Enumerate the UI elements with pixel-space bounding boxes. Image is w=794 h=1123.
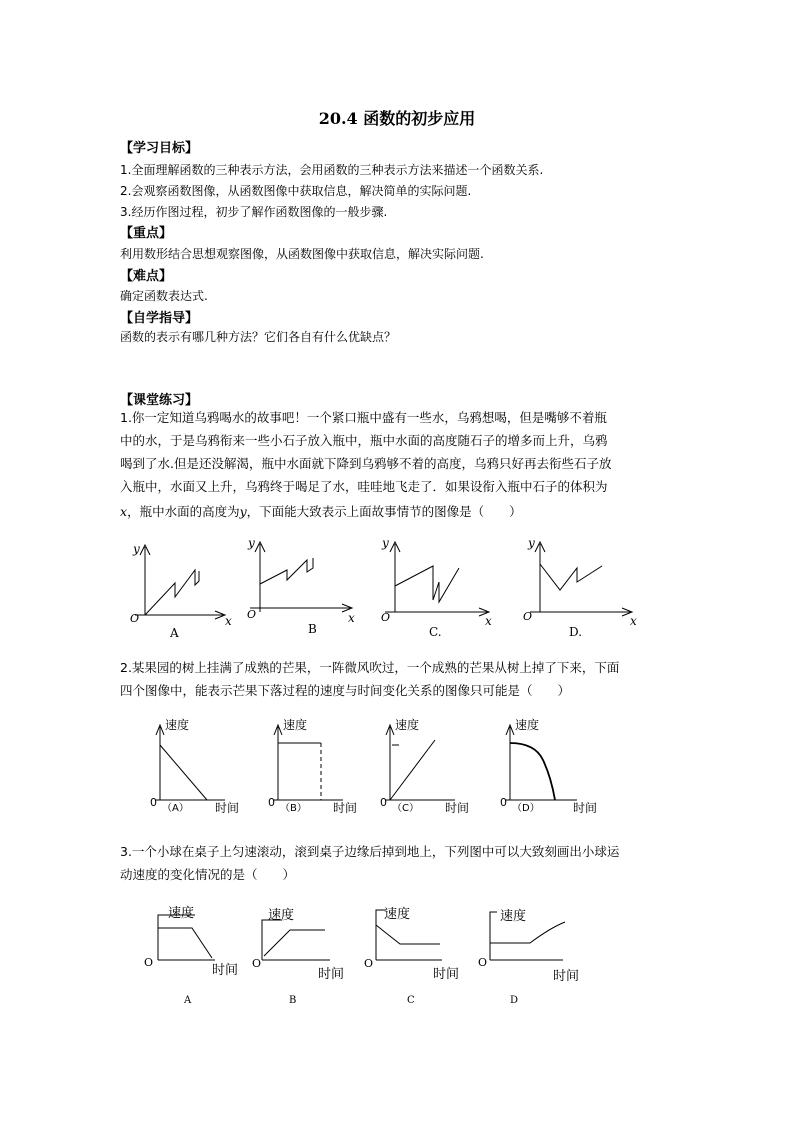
y-axis-label: 速度 [168, 906, 195, 921]
x-axis-label: 时间 [333, 801, 358, 815]
q1-graph-d [515, 532, 645, 644]
q2-graph-b [263, 715, 393, 815]
option-label: （D） [512, 803, 540, 814]
option-label: C [407, 995, 415, 1006]
y-axis [140, 545, 150, 615]
q3-graph-b [250, 900, 365, 1015]
axes-top [158, 915, 195, 960]
y-axis [386, 725, 394, 800]
option-label: B [308, 622, 317, 636]
x-axis-label: x [348, 611, 355, 625]
graph-curve [390, 740, 435, 800]
graph-curve [145, 570, 199, 615]
graph-curve [260, 558, 313, 584]
x-axis-label: x [630, 614, 637, 628]
q2-graph-d [495, 715, 625, 815]
option-label: B [289, 995, 297, 1006]
q2-line-2: 四个图像中，能表示芒果下落过程的速度与时间变化关系的图像只可能是（ ） [120, 683, 571, 698]
q1-line-1: 1.你一定知道乌鸦喝水的故事吧！一个紧口瓶中盛有一些水，乌鸦想喝，但是嘴够不着瓶 [120, 410, 607, 425]
y-axis-label: 速度 [384, 907, 411, 922]
option-label: A [170, 626, 179, 640]
y-axis-label: 速度 [165, 718, 190, 732]
option-label: D [510, 995, 519, 1006]
q2-graph-a [145, 715, 275, 815]
q3-line-2: 动速度的变化情况的是（ ） [120, 867, 296, 882]
q1-line-5-end: ，下面能大致表示上面故事情节的图像是（ ） [246, 504, 522, 519]
q3-graph-d [475, 900, 595, 1015]
y-axis-label: 速度 [395, 718, 420, 732]
graph-curve [158, 928, 212, 958]
q1-line-2: 中的水，于是乌鸦衔来一些小石子放入瓶中，瓶中水面的高度随石子的增多而上升，乌鸦 [120, 433, 608, 448]
axes-top [490, 912, 497, 960]
axes-top [262, 920, 282, 960]
q3-graph-a [140, 900, 255, 1015]
x-axis-label: x [225, 614, 232, 628]
key-text: 利用数形结合思想观察图像，从函数图像中获取信息，解决实际问题. [120, 247, 484, 261]
q1-graph-c [375, 532, 505, 644]
graph-curve [510, 743, 555, 800]
y-axis-label: 速度 [283, 718, 308, 732]
origin-label: 0 [150, 796, 157, 809]
goal-item-2: 2.会观察函数图像，从函数图像中获取信息，解决简单的实际问题. [120, 184, 472, 198]
graph-curve [540, 564, 602, 590]
y-axis-label: 速度 [268, 908, 295, 923]
key-heading: 【重点】 [120, 226, 173, 241]
var-y: y [239, 504, 247, 519]
q1-line-3: 喝到了水.但是还没解渴，瓶中水面就下降到乌鸦够不着的高度，乌鸦只好再去衔些石子放 [120, 456, 612, 471]
q1-graph-b [245, 532, 370, 642]
goal-item-1: 1.全面理解函数的三种表示方法，会用函数的三种表示方法来描述一个函数关系. [120, 163, 544, 177]
x-axis-label: 时间 [212, 963, 239, 978]
graph-curve [160, 745, 207, 800]
goals-heading: 【学习目标】 [120, 141, 199, 156]
q1-line-4: 入瓶中，水面又上升，乌鸦终于喝足了水，哇哇地飞走了．如果设衔入瓶中石子的体积为 [120, 479, 608, 494]
option-label: D. [569, 625, 583, 639]
x-axis-label: 时间 [445, 801, 470, 815]
x-axis-label: 时间 [553, 969, 580, 984]
var-x: x [120, 504, 128, 519]
practice-heading: 【课堂练习】 [120, 393, 199, 408]
x-axis [250, 604, 352, 612]
self-study-text: 函数的表示有哪几种方法？它们各自有什么优缺点？ [120, 330, 397, 344]
origin-label: O [130, 612, 140, 625]
page-title: 20.4 函数的初步应用 [318, 109, 476, 128]
graph-curve [264, 930, 325, 956]
x-axis [135, 611, 225, 619]
difficulty-text: 确定函数表达式. [120, 289, 208, 303]
q1-line-5-mid: ，瓶中水面的高度为 [127, 504, 240, 519]
y-axis-label: y [133, 542, 140, 556]
self-study-heading: 【自学指导】 [120, 311, 199, 326]
origin-label: 0 [380, 796, 387, 809]
y-axis-label: y [248, 536, 255, 550]
q2-line-1: 2.某果园的树上挂满了成熟的芒果，一阵微风吹过，一个成熟的芒果从树上掉了下来，下面 [120, 660, 620, 675]
y-axis [255, 542, 265, 612]
x-axis-label: x [485, 614, 492, 628]
y-axis [390, 542, 400, 612]
origin-label: O [523, 610, 533, 623]
origin-label: O [381, 611, 391, 624]
y-axis [156, 725, 164, 800]
q3-line-1: 3.一个小球在桌子上匀速滚动，滚到桌子边缘后掉到地上，下列图中可以大致刻画出小球运 [120, 844, 620, 859]
option-label: A [184, 995, 192, 1006]
origin-label: O [247, 608, 257, 621]
option-label: C. [429, 625, 442, 639]
x-axis [385, 608, 489, 616]
y-axis-label: y [528, 536, 535, 550]
origin-label: 0 [500, 796, 507, 809]
q3-graph-c [362, 900, 477, 1015]
x-axis-label: 时间 [215, 801, 240, 815]
q1-graph-a [115, 535, 240, 645]
option-label: （C） [392, 803, 419, 814]
origin-label: O [364, 957, 374, 970]
y-axis [506, 725, 514, 800]
y-axis [274, 725, 282, 800]
q1-line-5 [120, 500, 522, 523]
option-label: （B） [280, 803, 307, 814]
origin-label: O [252, 957, 262, 970]
difficulty-heading: 【难点】 [120, 269, 173, 284]
x-axis-label: 时间 [433, 967, 460, 982]
option-label: （A） [162, 803, 189, 814]
origin-label: O [478, 956, 488, 969]
x-axis [530, 608, 632, 616]
y-axis-label: 速度 [515, 718, 540, 732]
y-axis-label: 速度 [500, 909, 527, 924]
x-axis-label: 时间 [573, 801, 598, 815]
x-axis-label: 时间 [318, 967, 345, 982]
goal-item-3: 3.经历作图过程，初步了解作函数图像的一般步骤. [120, 205, 388, 219]
y-axis-label: y [382, 536, 389, 550]
q2-graph-c [375, 715, 505, 815]
graph-curve [395, 566, 459, 602]
graph-curve [490, 922, 565, 943]
origin-label: O [144, 956, 154, 969]
graph-curve [376, 925, 440, 944]
y-axis [535, 542, 545, 612]
origin-label: 0 [268, 796, 275, 809]
